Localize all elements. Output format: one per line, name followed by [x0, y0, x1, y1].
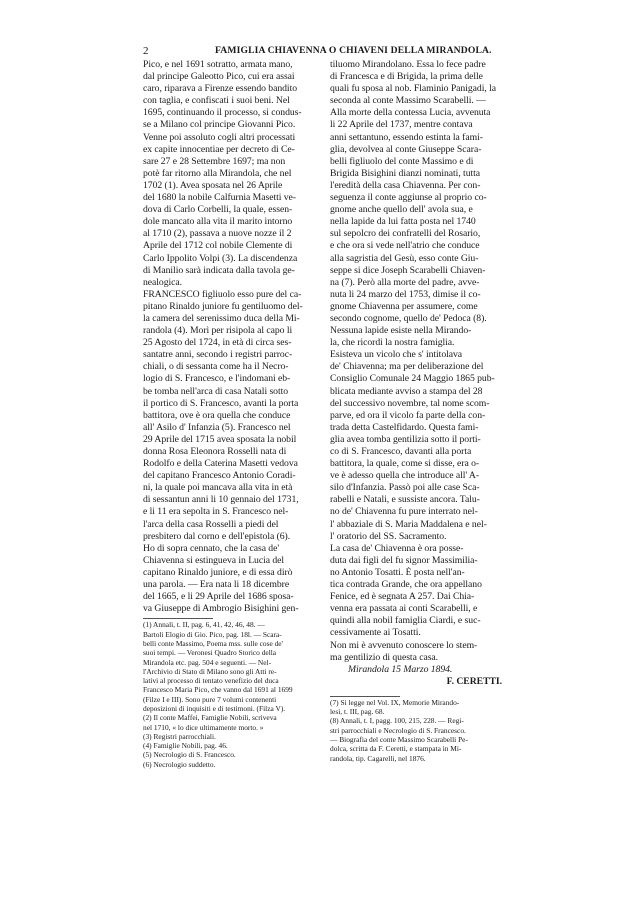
footnote-line: (1) Annali, t. II, pag. 6, 41, 42, 46, 48. — [143, 620, 265, 630]
text-line: al 1710 (2), passava a nuove nozze il 2 [143, 228, 292, 240]
text-line: glia avea tomba gentilizia sotto il porti- [330, 433, 481, 445]
text-line: dal principe Galeotto Pico, cui era assai [143, 71, 295, 83]
text-line: caro, riparava a Firenze essendo bandito [143, 83, 298, 95]
footnote-line: (6) Necrologio suddetto. [143, 759, 216, 769]
text-line: gnome anche quello dell' avola sua, e [330, 204, 473, 216]
text-line: randola (4). Morì per risipola al capo li [143, 325, 293, 337]
text-line: ex capite innocentiae per decreto di Ce- [143, 143, 295, 155]
text-line: no de' Chiavenna fu pure interrato nel- [330, 506, 478, 518]
text-line: del capitano Francesco Antonio Coradi- [143, 470, 296, 482]
text-line: di Francesca e di Brigida, la prima delle [330, 71, 483, 83]
footnote-line: belli conte Massimo, Poema mss. sulle cose de' [143, 638, 283, 648]
footnote-line: suoi tempi. — Veronesi Quadro Storico della [143, 648, 277, 658]
text-line: alla sagristia del Gesù, esso conte Giu- [330, 252, 479, 264]
text-line: 1702 (1). Avea sposata nel 26 Aprile [143, 179, 283, 191]
text-line: battitora, la quale, come si disse, era o- [330, 458, 480, 470]
text-line: nuta li 24 marzo del 1753, dimise il co- [330, 288, 481, 300]
footnote-line: (3) Registri parrocchiali. [143, 731, 216, 741]
text-line: la, che ricordi la nostra famiglia. [330, 337, 455, 349]
footnote-line: Francesco Maria Pico, che vanno dal 1691 al 1699 [143, 685, 293, 695]
footnote-line: (2) Il conte Maffei, Famiglie Nobili, scriveva [143, 713, 277, 723]
footnote-line: lesi, t. III, pag. 68. [330, 707, 385, 717]
footnote-line: dolca, scritta da F. Ceretti, e stampata in Mi- [330, 744, 462, 754]
text-line: battitora, ove è ora quella che conduce [143, 409, 291, 421]
text-line: se a Milano col principe Giovanni Pico. [143, 119, 296, 131]
footnote-line: (5) Necrologio di S. Francesco. [143, 750, 236, 760]
text-line: 25 Agosto del 1724, in età di circa ses- [143, 337, 292, 349]
right-footnotes [330, 698, 508, 763]
text-line: sare 27 e 28 Settembre 1697; ma non [143, 155, 286, 167]
text-line: be tomba nell'arca di casa Natali sotto [143, 385, 289, 397]
text-line: Brigida Bisighini dianzi nominati, tutta [330, 167, 481, 179]
footnote-line: (8) Annali, t. I, pagg. 100, 215, 228. — Regi- [330, 716, 464, 726]
text-line: ve è adesso quella che introduce all' A- [330, 470, 480, 482]
text-line: parve, ed ora il vicolo fa parte della con- [330, 409, 486, 421]
text-line: secondo cognome, quello de' Pedoca (8). [330, 312, 487, 324]
text-line: ni, la quale poi mancava alla vita in età [143, 482, 293, 494]
footnote-line: — Biografia del conte Massimo Scarabelli Pe- [330, 735, 468, 745]
text-line: Rodolfo e della Caterina Masetti vedova [143, 458, 298, 470]
text-line: l' oratorio del SS. Sacramento. [330, 530, 447, 542]
footnote-line: stri parrocchiali e Necrologio di S. Francesco. [330, 725, 466, 735]
right-column [330, 59, 508, 763]
text-line: belli figliuolo del conte Massimo e di [330, 155, 474, 167]
text-line: potè far ritorno alla Mirandola, che nel [143, 167, 292, 179]
text-line: la camera del serenissimo duca della Mi- [143, 312, 300, 324]
text-line: sul sepolcro dei confratelli del Rosario, [330, 228, 481, 240]
text-line: Pico, e nel 1691 sotratto, armata mano, [143, 59, 293, 70]
footnote-line: (7) Si legge nel Vol. IX, Memorie Mirando- [330, 697, 460, 707]
text-line: donna Rosa Eleonora Rosselli nata di [143, 446, 287, 457]
text-line: silo d'Infanzia. Passò poi alle case Sca- [330, 482, 480, 494]
date-line: Mirandola 15 Marzo 1894. [348, 663, 453, 675]
footnote-line: Mirandola etc. pag. 504 e seguenti. — Nel- [143, 657, 272, 667]
footnote-line: lativi al processo di tentato venefizio del duca [143, 676, 279, 686]
text-line: Venne poi assoluto cogli altri processati [143, 131, 296, 143]
text-line: l'arca della casa Rosselli a piedi del [143, 518, 279, 530]
text-line: nella lapide da lui fatta posta nel 1740 [330, 216, 476, 228]
text-line: e che ora si vede nell'atrio che conduce [330, 240, 480, 252]
text-line: logio di S. Francesco, e l'indomani eb- [143, 373, 291, 385]
text-line: ma gentilizio di questa casa. [330, 651, 439, 663]
text-line: anni settantuno, essendo estinta la fami- [330, 131, 483, 143]
footnote-line: (Filze I e III). Sono pure 7 volumi contenenti [143, 694, 277, 704]
running-header [143, 44, 503, 58]
text-line: una parola. — Era nata li 18 dicembre [143, 579, 290, 591]
text-line: chiali, o di sessanta come ha il Necro- [143, 361, 289, 373]
text-line: all' Asilo d' Infanzia (5). Francesco nel [143, 421, 291, 433]
text-line: e li 11 era sepolta in S. Francesco nel- [143, 506, 289, 518]
footnote-line: deposizioni di inquisiti e di testimoni. (Filza V). [143, 703, 286, 713]
footnote-line: Bartoli Elogio di Gio. Pico, pag. 18l. — Scara- [143, 629, 282, 639]
text-line: santatre anni, secondo i registri parroc- [143, 349, 293, 361]
text-line: blicata mediante avviso a stampa del 28 [330, 385, 483, 397]
text-line: presbitero dal corno e dell'epistola (6). [143, 530, 291, 542]
text-line: Chiavenna si estingueva in Lucia del [143, 554, 285, 566]
text-line: di Manilio sarà indicata dalla tavola ge- [143, 264, 295, 276]
text-line: seguenza il conte aggiunse al proprio co- [330, 192, 487, 204]
text-line: Alla morte della contessa Lucia, avvenuta [330, 107, 491, 119]
footnote-line: (4) Famiglie Nobili, pag. 46. [143, 741, 228, 751]
text-line: venna era passata ai conti Scarabelli, e [330, 603, 478, 615]
page-number: 2 [143, 45, 149, 57]
text-line: Non mi è avvenuto conoscere lo stem- [330, 639, 478, 651]
text-line: 29 Aprile del 1715 avea sposata la nobil [143, 433, 297, 445]
text-line: Aprile del 1712 col nobile Clemente di [143, 240, 293, 252]
text-line: del 1680 la nobile Calfurnia Masetti ve- [143, 192, 296, 204]
text-line: Ho di sopra cennato, che la casa de' [143, 542, 280, 554]
text-line: co di S. Francesco, davanti alla porta [330, 446, 472, 457]
text-line: con taglia, e confiscati i suoi beni. Nel [143, 95, 290, 107]
footnote-divider [143, 615, 323, 620]
text-line: capitano Rinaldo juniore, e di essa dirò [143, 566, 293, 578]
text-line: 1695, continuando il processo, si condus- [143, 107, 302, 119]
text-line: l'eredità della casa Chiavenna. Per con- [330, 179, 481, 191]
text-line: del 1665, e li 29 Aprile del 1686 sposa- [143, 591, 294, 603]
footnote-line: randola, tip. Cagarelli, nel 1876. [330, 753, 426, 763]
text-line: l' abbaziale di S. Maria Maddalena e nel- [330, 518, 487, 530]
text-line: duta dai figli del fu signor Massimilia- [330, 554, 478, 566]
left-footnotes [143, 620, 323, 769]
text-line: il portico di S. Francesco, avanti la porta [143, 397, 299, 409]
text-line: trada detta Castelfidardo. Questa fami- [330, 421, 479, 433]
left-column [143, 59, 323, 769]
footnote-line: nel 1710, « lo dice ultimamente morto. » [143, 722, 264, 732]
text-line: va Giuseppe di Ambrogio Bisighini gen- [143, 603, 299, 615]
text-line: tiluomo Mirandolano. Essa lo fece padre [330, 59, 486, 70]
text-line: di sessantun anni li 10 gennaio del 1731, [143, 494, 299, 506]
text-line: Fenice, ed è segnata A 257. Dai Chia- [330, 591, 475, 603]
footnote-line: l'Archivio di Stato di Milano sono gli Atti re- [143, 666, 277, 676]
text-line: gnome Chiavenna per assumere, come [330, 300, 478, 312]
text-line: Esisteva un vicolo che s' intitolava [330, 349, 463, 361]
text-line: seconda al conte Massimo Scarabelli. — [330, 95, 486, 107]
text-line: na (7). Però alla morte del padre, avve- [330, 276, 480, 288]
text-line: de' Chiavenna; ma per deliberazione del [330, 361, 484, 373]
text-line: nealogica. [143, 276, 183, 288]
page-title: FAMIGLIA CHIAVENNA O CHIAVENI DELLA MIRANDOLA. [215, 45, 492, 56]
text-line: Nessuna lapide esiste nella Mirando- [330, 325, 472, 337]
text-line: Carlo Ippolito Volpi (3). La discendenza [143, 252, 298, 264]
text-line: Consiglio Comunale 24 Maggio 1865 pub- [330, 373, 495, 385]
text-line: dole mancato alla vita il marito intorno [143, 216, 293, 228]
text-line: cessivamente ai Tosatti. [330, 627, 421, 639]
text-line: quali fu sposa al nob. Flaminio Panigadi, la [330, 83, 496, 95]
text-line: li 22 Aprile del 1737, mentre contava [330, 119, 473, 131]
text-line: dova di Carlo Corbelli, la quale, essen- [143, 204, 293, 216]
text-line: del successivo novembre, tal nome scom- [330, 397, 490, 409]
text-line: tica contrada Grande, che ora appellano [330, 579, 482, 591]
author-signature: F. CERETTI. [446, 675, 502, 687]
text-line: no Antonio Tosatti. È posta nell'an- [330, 566, 465, 578]
text-line: pitano Rinaldo juniore fu gentiluomo del- [143, 300, 303, 312]
text-line: La casa de' Chiavenna è ora posse- [330, 542, 464, 554]
text-line: quindi alla nobil famiglia Ciardi, e suc- [330, 615, 481, 627]
text-line: seppe si dice Joseph Scarabelli Chiaven- [330, 264, 486, 276]
text-line: FRANCESCO figliuolo esso pure del ca- [143, 288, 302, 300]
text-line: glia, devolvea al conte Giuseppe Scara- [330, 143, 482, 155]
right-column-body [330, 59, 508, 664]
footnote-divider [330, 693, 508, 698]
left-column-body [143, 59, 323, 615]
text-line: rabelli e Natali, e sussiste ancora. Talu- [330, 494, 480, 506]
